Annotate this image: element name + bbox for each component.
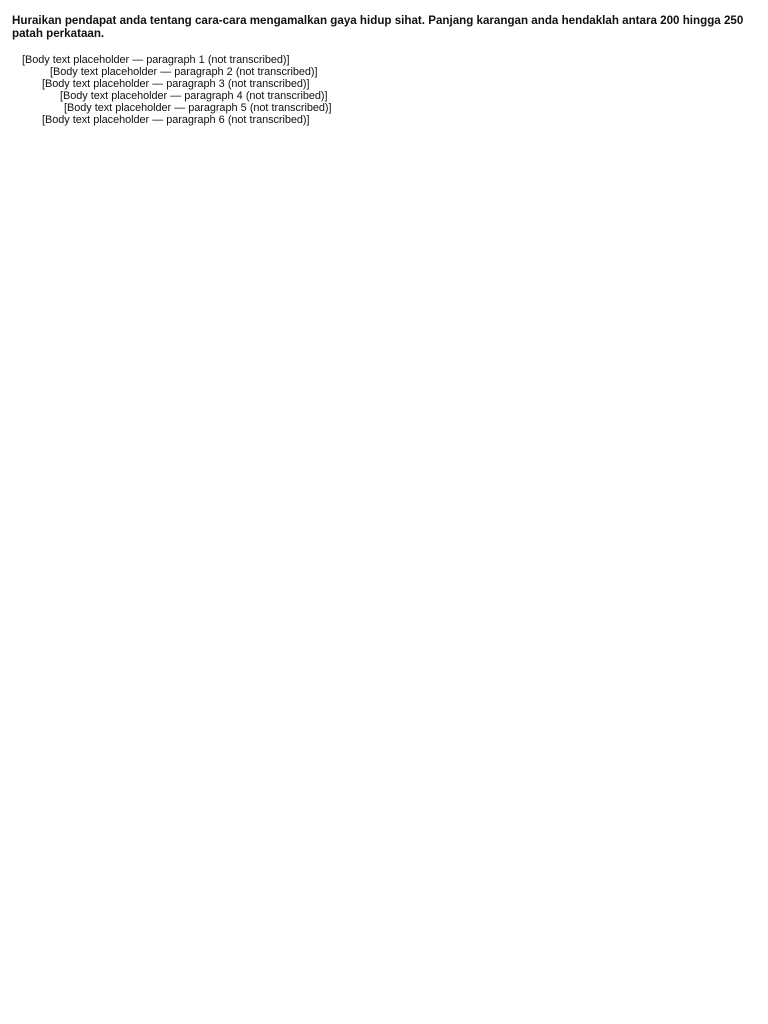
essay-paragraph-checkups: [Body text placeholder — paragraph 5 (not transcribed)] [64,101,332,114]
essay-paragraph-conclusion: [Body text placeholder — paragraph 6 (not transcribed)] [42,113,310,126]
essay-paragraph-diet: [Body text placeholder — paragraph 2 (not transcribed)] [50,65,318,78]
essay-paragraph-recreation: [Body text placeholder — paragraph 3 (not transcribed)] [42,77,310,90]
essay-paragraph-intro: [Body text placeholder — paragraph 1 (not transcribed)] [22,53,290,66]
essay-question: Huraikan pendapat anda tentang cara-cara mengamalkan gaya hidup sihat. Panjang karangan anda hendaklah antara 200 hingga 250 patah perkataan. [12,14,744,41]
essay-paragraph-sports: [Body text placeholder — paragraph 4 (not transcribed)] [60,89,328,102]
essay-body [12,55,756,127]
